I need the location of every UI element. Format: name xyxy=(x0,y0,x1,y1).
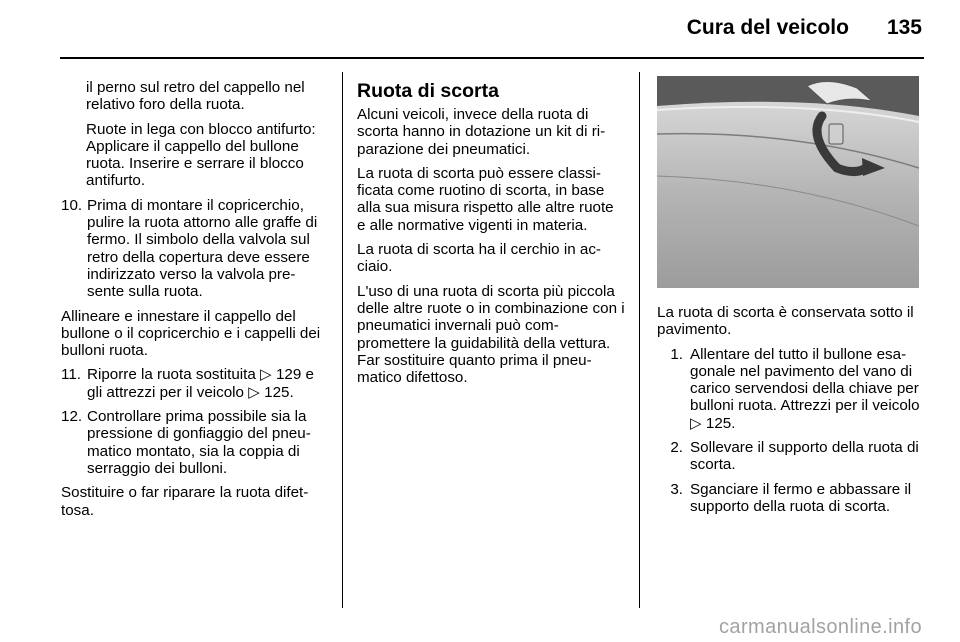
step-text: Allentare del tutto il bullone esa- gonale nel pavimento del vano di carico servendosi della chiave per bulloni ruota. Attrezzi per il veicolo ▷ 125. xyxy=(690,345,920,432)
step-text: Sganciare il fermo e abbassare il supporto della ruota di scorta. xyxy=(690,480,912,515)
spare-wheel-photo xyxy=(657,76,919,288)
left-paragraph-1: il perno sul retro del cappello nel relativo foro della ruota. xyxy=(86,79,305,114)
middle-column xyxy=(357,80,625,393)
step-12 xyxy=(61,408,329,477)
step-number: 12. xyxy=(61,408,83,426)
step-text: Prima di montare il copricerchio, pulire la ruota attorno alle graffe di fermo. Il simbolo della valvola sul retro della copertura deve essere indirizzato verso la valvola pre- sente sulla ruota. xyxy=(87,196,318,301)
step-10-subtext: Allineare e innestare il cappello del bullone o il copricerchio e i cappelli dei bulloni ruota. xyxy=(61,307,321,360)
middle-paragraph-2: La ruota di scorta può essere classi- ficata come ruotino di scorta, in base alla sua misura rispetto alle altre ruote e alle normative vigenti in materia. xyxy=(357,164,614,234)
header-rule xyxy=(60,57,924,59)
page-number: 135 xyxy=(886,16,922,39)
step-number: 11. xyxy=(61,366,81,384)
right-intro: La ruota di scorta è conservata sotto il pavimento. xyxy=(657,304,914,339)
step-text: Riporre la ruota sostituita ▷ 129 e gli attrezzi per il veicolo ▷ 125. xyxy=(87,366,314,401)
left-column xyxy=(61,79,329,526)
watermark: carmanualsonline.info xyxy=(719,616,922,638)
step-text: Sollevare il supporto della ruota di scorta. xyxy=(690,439,919,474)
left-paragraph-2: Ruote in lega con blocco antifurto: Applicare il cappello del bullone ruota. Inserire e serrare il blocco antifurto. xyxy=(86,120,316,190)
step-11 xyxy=(61,366,329,401)
step-number: 3. xyxy=(670,480,683,498)
right-step-2 xyxy=(657,439,922,474)
section-heading: Ruota di scorta xyxy=(357,80,499,102)
page-header xyxy=(687,16,922,40)
middle-paragraph-1: Alcuni veicoli, invece della ruota di scorta hanno in dotazione un kit di ri- parazione dei pneumatici. xyxy=(357,106,606,158)
middle-paragraph-3: La ruota di scorta ha il cerchio in ac- ciaio. xyxy=(357,241,601,276)
column-divider-1 xyxy=(342,72,343,608)
step-number: 2. xyxy=(670,439,683,457)
right-column xyxy=(657,304,922,522)
step-text: Controllare prima possibile sia la pressione di gonfiaggio del pneu- matico montato, sia la coppia di serraggio dei bulloni. xyxy=(87,408,311,477)
right-step-1 xyxy=(657,346,922,432)
step-number: 1. xyxy=(670,345,683,363)
step-10 xyxy=(61,197,329,301)
right-step-3 xyxy=(657,481,922,516)
section-title: Cura del veicolo xyxy=(686,16,849,39)
step-number: 10. xyxy=(61,196,83,214)
spare-wheel-illustration xyxy=(657,76,919,288)
middle-paragraph-4: L'uso di una ruota di scorta più piccola delle altre ruote o in combinazione con i pneumatici invernali può com- promettere la guidabilità della vettura. Far sostituire quanto prima il pneu- matico difettoso. xyxy=(357,282,625,387)
column-divider-2 xyxy=(639,72,640,608)
left-closing: Sostituire o far riparare la ruota difet- tosa. xyxy=(61,484,309,519)
